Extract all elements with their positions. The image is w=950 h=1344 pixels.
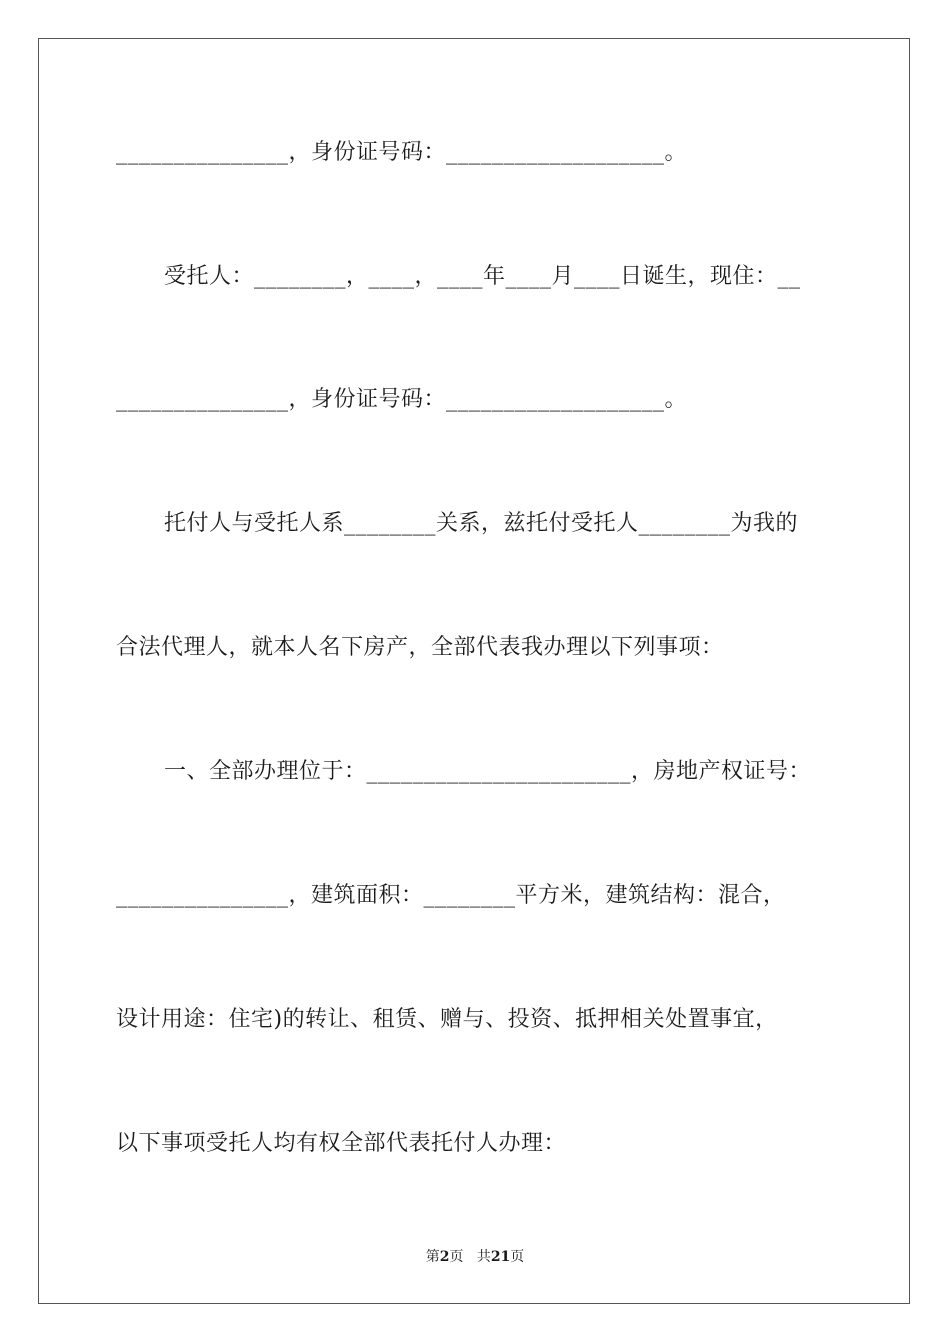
paragraph-line: 以下事项受托人均有权全部代表托付人办理： <box>116 1131 567 1156</box>
total-prefix: 共 <box>476 1249 491 1265</box>
paragraph-line: _______________，建筑面积：________平方米，建筑结构：混合， <box>116 883 786 908</box>
page-border <box>38 38 910 1304</box>
paragraph-line: 受托人：________，____，____年____月____日诞生，现住：__ <box>164 264 801 289</box>
page-suffix: 页 <box>449 1249 464 1265</box>
total-suffix: 页 <box>510 1249 525 1265</box>
paragraph-line: _______________，身份证号码：___________________。 <box>116 387 688 412</box>
page-total: 21 <box>490 1249 511 1265</box>
page-prefix: 第 <box>425 1249 440 1265</box>
page-current: 2 <box>439 1249 450 1265</box>
paragraph-line: 设计用途：住宅)的转让、租赁、赠与、投资、抵押相关处置事宜， <box>116 1007 778 1032</box>
page-footer <box>0 1248 950 1266</box>
paragraph-line: 合法代理人，就本人名下房产，全部代表我办理以下列事项： <box>116 635 724 660</box>
paragraph-line: 托付人与受托人系________关系，兹托付受托人________为我的 <box>164 511 799 536</box>
paragraph-line: _______________，身份证号码：___________________。 <box>116 140 688 165</box>
paragraph-line: 一、全部办理位于：_______________________，房地产权证号： <box>164 759 812 784</box>
